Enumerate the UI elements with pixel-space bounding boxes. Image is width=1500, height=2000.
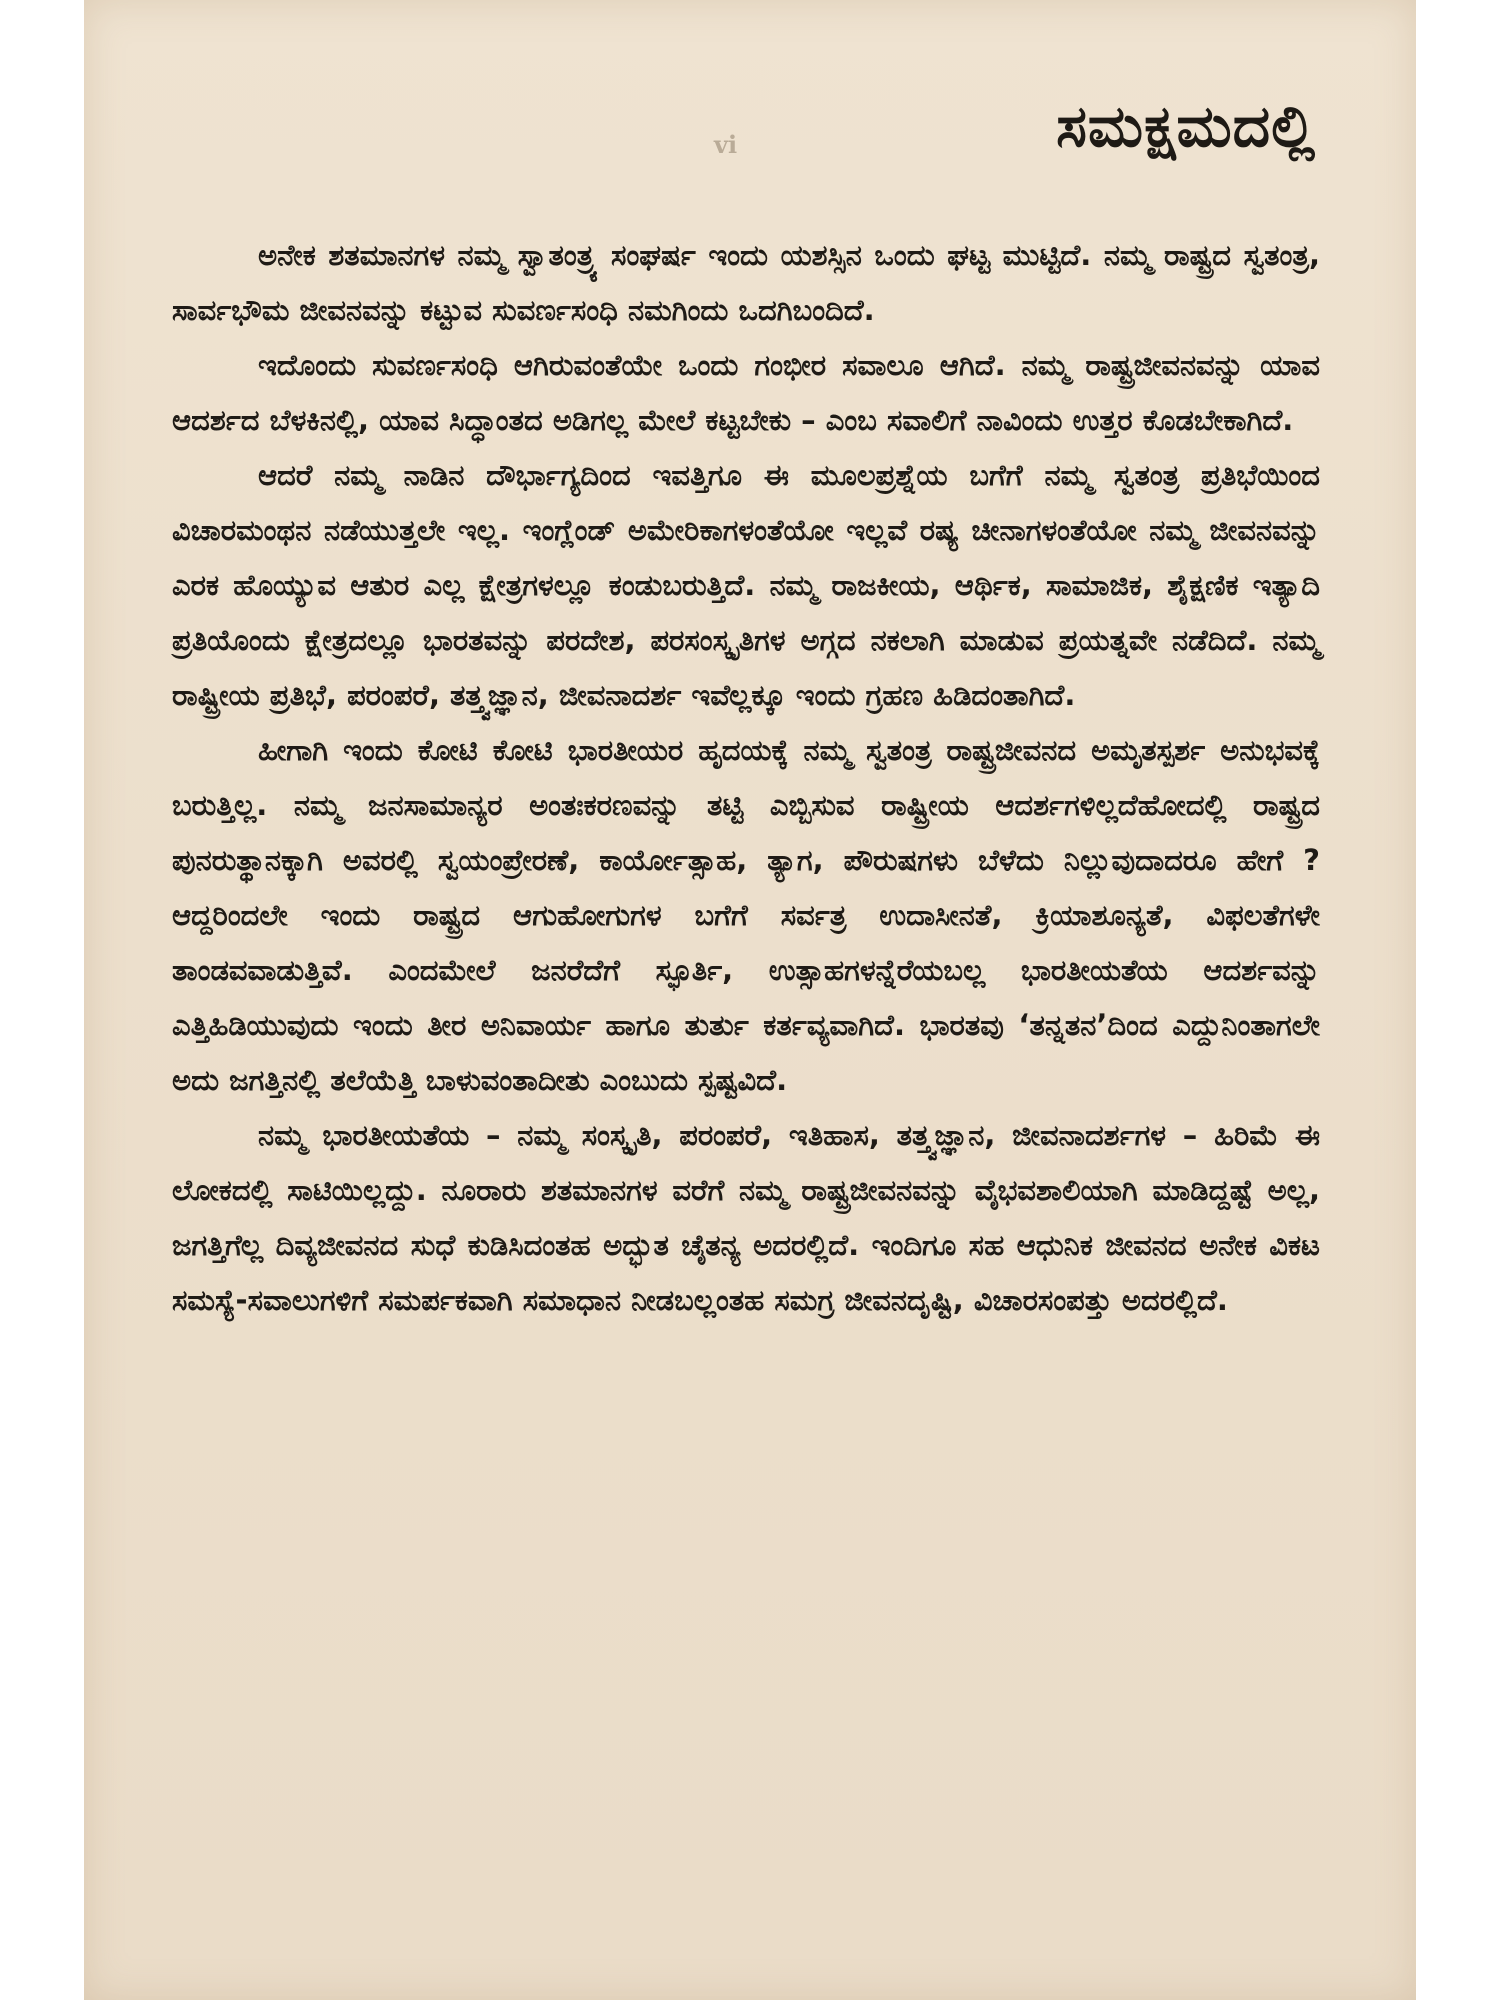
paragraph-3: ಆದರೆ ನಮ್ಮ ನಾಡಿನ ದೌರ್ಭಾಗ್ಯದಿಂದ ಇವತ್ತಿಗೂ ಈ ಮೂಲಪ್ರಶ್ನೆಯ ಬಗೆಗೆ ನಮ್ಮ ಸ್ವತಂತ್ರ ಪ್ರತಿಭೆಯಿಂದ ವಿಚಾರಮಂಥನ ನಡೆಯುತ್ತಲೇ ಇಲ್ಲ. ಇಂಗ್ಲೆಂಡ್ ಅಮೇರಿಕಾಗಳಂತೆಯೋ ಇಲ್ಲವೆ ರಷ್ಯ ಚೀನಾಗಳಂತೆಯೋ ನಮ್ಮ ಜೀವನವನ್ನು ಎರಕ ಹೊಯ್ಯುವ ಆತುರ ಎಲ್ಲ ಕ್ಷೇತ್ರಗಳಲ್ಲೂ ಕಂಡುಬರುತ್ತಿದೆ. ನಮ್ಮ ರಾಜಕೀಯ, ಆರ್ಥಿಕ, ಸಾಮಾಜಿಕ, ಶೈಕ್ಷಣಿಕ ಇತ್ಯಾದಿ ಪ್ರತಿಯೊಂದು ಕ್ಷೇತ್ರದಲ್ಲೂ ಭಾರತವನ್ನು ಪರದೇಶ, ಪರಸಂಸ್ಕೃತಿಗಳ ಅಗ್ಗದ ನಕಲಾಗಿ ಮಾಡುವ ಪ್ರಯತ್ನವೇ ನಡೆದಿದೆ. ನಮ್ಮ ರಾಷ್ಟ್ರೀಯ ಪ್ರತಿಭೆ, ಪರಂಪರೆ, ತತ್ತ್ವಜ್ಞಾನ, ಜೀವನಾದರ್ಶ ಇವೆಲ್ಲಕ್ಕೂ ಇಂದು ಗ್ರಹಣ ಹಿಡಿದಂತಾಗಿದೆ.: [172, 458, 1320, 712]
body-text: [172, 228, 1320, 1328]
page-number: vi: [714, 130, 738, 159]
book-page: [84, 0, 1416, 2000]
paragraph-2: ಇದೊಂದು ಸುವರ್ಣಸಂಧಿ ಆಗಿರುವಂತೆಯೇ ಒಂದು ಗಂಭೀರ ಸವಾಲೂ ಆಗಿದೆ. ನಮ್ಮ ರಾಷ್ಟ್ರಜೀವನವನ್ನು ಯಾವ ಆದರ್ಶದ ಬೆಳಕಿನಲ್ಲಿ, ಯಾವ ಸಿದ್ಧಾಂತದ ಅಡಿಗಲ್ಲ ಮೇಲೆ ಕಟ್ಟಬೇಕು – ಎಂಬ ಸವಾಲಿಗೆ ನಾವಿಂದು ಉತ್ತರ ಕೊಡಬೇಕಾಗಿದೆ.: [172, 348, 1320, 437]
paragraph-4: ಹೀಗಾಗಿ ಇಂದು ಕೋಟಿ ಕೋಟಿ ಭಾರತೀಯರ ಹೃದಯಕ್ಕೆ ನಮ್ಮ ಸ್ವತಂತ್ರ ರಾಷ್ಟ್ರಜೀವನದ ಅಮೃತಸ್ಪರ್ಶ ಅನುಭವಕ್ಕೆ ಬರುತ್ತಿಲ್ಲ. ನಮ್ಮ ಜನಸಾಮಾನ್ಯರ ಅಂತಃಕರಣವನ್ನು ತಟ್ಟಿ ಎಬ್ಬಿಸುವ ರಾಷ್ಟ್ರೀಯ ಆದರ್ಶಗಳಿಲ್ಲದೆಹೋದಲ್ಲಿ ರಾಷ್ಟ್ರದ ಪುನರುತ್ಥಾನಕ್ಕಾಗಿ ಅವರಲ್ಲಿ ಸ್ವಯಂಪ್ರೇರಣೆ, ಕಾರ್ಯೋತ್ಸಾಹ, ತ್ಯಾಗ, ಪೌರುಷಗಳು ಬೆಳೆದು ನಿಲ್ಲುವುದಾದರೂ ಹೇಗೆ ? ಆದ್ದರಿಂದಲೇ ಇಂದು ರಾಷ್ಟ್ರದ ಆಗುಹೋಗುಗಳ ಬಗೆಗೆ ಸರ್ವತ್ರ ಉದಾಸೀನತೆ, ಕ್ರಿಯಾಶೂನ್ಯತೆ, ವಿಫಲತೆಗಳೇ ತಾಂಡವವಾಡುತ್ತಿವೆ. ಎಂದಮೇಲೆ ಜನರೆದೆಗೆ ಸ್ಫೂರ್ತಿ, ಉತ್ಸಾಹಗಳನ್ನೆರೆಯಬಲ್ಲ ಭಾರತೀಯತೆಯ ಆದರ್ಶವನ್ನು ಎತ್ತಿಹಿಡಿಯುವುದು ಇಂದು ತೀರ ಅನಿವಾರ್ಯ ಹಾಗೂ ತುರ್ತು ಕರ್ತವ್ಯವಾಗಿದೆ. ಭಾರತವು ‘ತನ್ನತನ’ದಿಂದ ಎದ್ದುನಿಂತಾಗಲೇ ಅದು ಜಗತ್ತಿನಲ್ಲಿ ತಲೆಯೆತ್ತಿ ಬಾಳುವಂತಾದೀತು ಎಂಬುದು ಸ್ಪಷ್ಟವಿದೆ.: [172, 733, 1320, 1097]
page-title: ಸಮಕ್ಷಮದಲ್ಲಿ: [1056, 92, 1316, 160]
paragraph-1: ಅನೇಕ ಶತಮಾನಗಳ ನಮ್ಮ ಸ್ವಾತಂತ್ರ್ಯ ಸಂಘರ್ಷ ಇಂದು ಯಶಸ್ಸಿನ ಒಂದು ಘಟ್ಟ ಮುಟ್ಟಿದೆ. ನಮ್ಮ ರಾಷ್ಟ್ರದ ಸ್ವತಂತ್ರ, ಸಾರ್ವಭೌಮ ಜೀವನವನ್ನು ಕಟ್ಟುವ ಸುವರ್ಣಸಂಧಿ ನಮಗಿಂದು ಒದಗಿಬಂದಿದೆ.: [172, 238, 1320, 327]
paragraph-5: ನಮ್ಮ ಭಾರತೀಯತೆಯ – ನಮ್ಮ ಸಂಸ್ಕೃತಿ, ಪರಂಪರೆ, ಇತಿಹಾಸ, ತತ್ತ್ವಜ್ಞಾನ, ಜೀವನಾದರ್ಶಗಳ – ಹಿರಿಮೆ ಈ ಲೋಕದಲ್ಲಿ ಸಾಟಿಯಿಲ್ಲದ್ದು. ನೂರಾರು ಶತಮಾನಗಳ ವರೆಗೆ ನಮ್ಮ ರಾಷ್ಟ್ರಜೀವನವನ್ನು ವೈಭವಶಾಲಿಯಾಗಿ ಮಾಡಿದ್ದಷ್ಟೆ ಅಲ್ಲ, ಜಗತ್ತಿಗೆಲ್ಲ ದಿವ್ಯಜೀವನದ ಸುಧೆ ಕುಡಿಸಿದಂತಹ ಅದ್ಭುತ ಚೈತನ್ಯ ಅದರಲ್ಲಿದೆ. ಇಂದಿಗೂ ಸಹ ಆಧುನಿಕ ಜೀವನದ ಅನೇಕ ವಿಕಟ ಸಮಸ್ಯೆ-ಸವಾಲುಗಳಿಗೆ ಸಮರ್ಪಕವಾಗಿ ಸಮಾಧಾನ ನೀಡಬಲ್ಲಂತಹ ಸಮಗ್ರ ಜೀವನದೃಷ್ಟಿ, ವಿಚಾರಸಂಪತ್ತು ಅದರಲ್ಲಿದೆ.: [172, 1118, 1320, 1317]
